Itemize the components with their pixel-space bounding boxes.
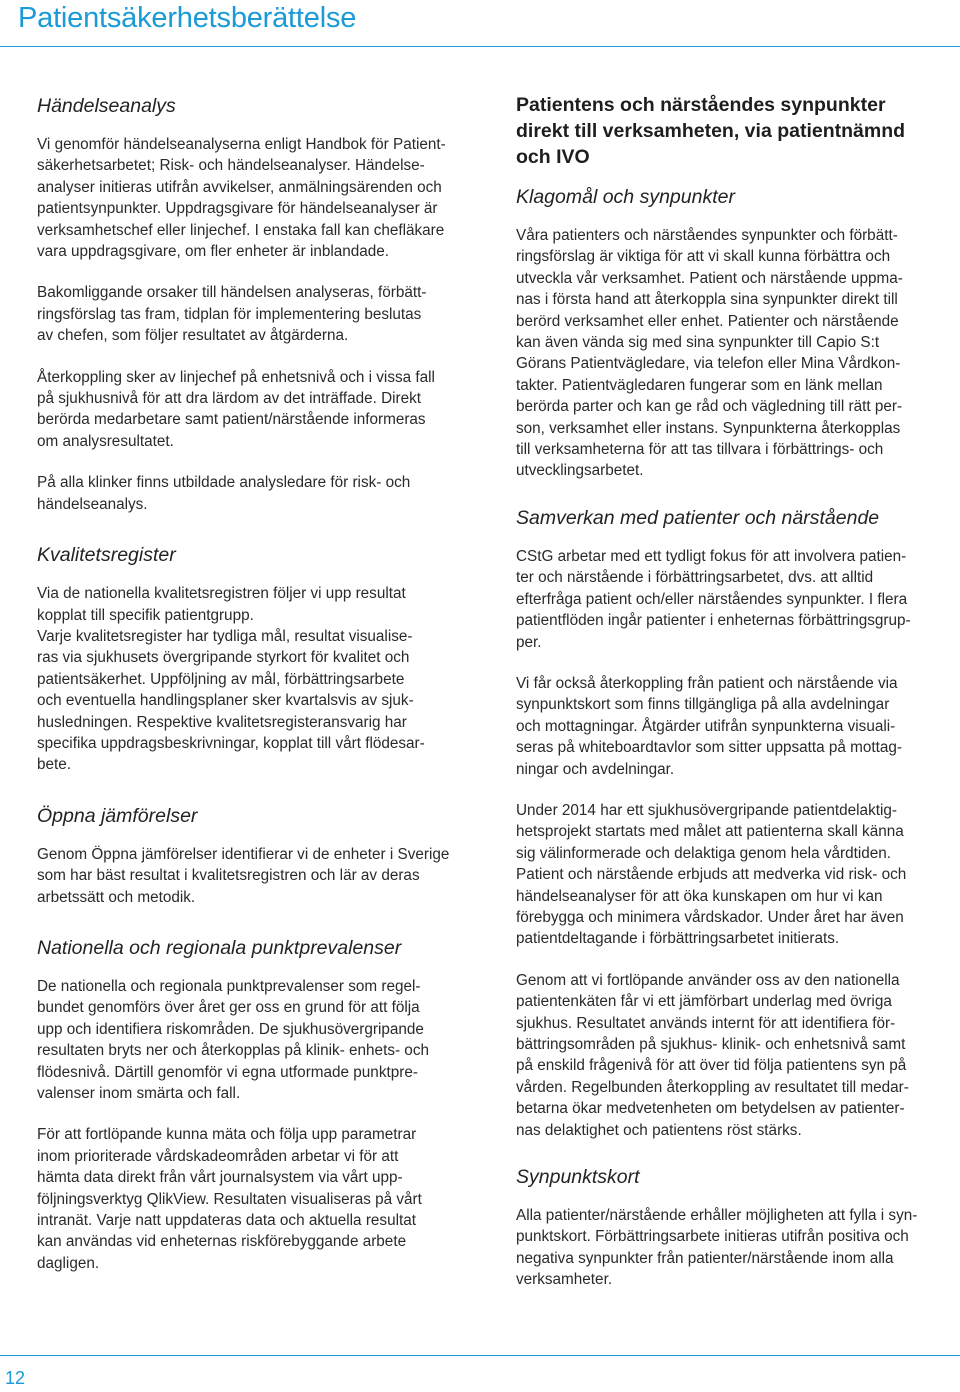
title-divider xyxy=(0,46,960,47)
heading-synpunktskort: Synpunktskort xyxy=(516,1166,640,1189)
paragraph: Återkoppling sker av linjechef på enhetsnivå och i vissa fall på sjukhusnivå för att dra lärdom av det inträffade. Direkt berörda medarbetare samt patient/närstående informeras om analysresultatet. xyxy=(37,368,435,450)
paragraph: Genom Öppna jämförelser identifierar vi de enheter i Sverige som har bäst resultat i kvalitetsregistren och lär av deras arbetssätt och metodik. xyxy=(37,845,450,906)
right-column xyxy=(516,92,958,1291)
paragraph: Under 2014 har ett sjukhusövergripande patientdelaktig- hetsprojekt startats med målet att patienterna skall känna sig välinformerade och delaktiga genom hela vårdtiden. Patient och närstående erbjuds att medverka vid risk- och händelseanalyser för att öka kunskapen om hur vi kan förebygga och minimera vårdskador. Under året har även patientdeltagande i förbättringsarbetet initierats. xyxy=(516,801,907,948)
heading-punktprevalenser: Nationella och regionala punktprevalenser xyxy=(37,936,402,959)
page-title: Patientsäkerhetsberättelse xyxy=(18,2,357,34)
paragraph: Vi får också återkoppling från patient och närstående via synpunktskort som finns tillgängliga på alla avdelningar och mottagningar. Åtgärder utifrån synpunkterna visuali- seras på whiteboardtavlor som sitter uppsatta på mottag- ningar och avdelningar. xyxy=(516,674,903,778)
left-column xyxy=(37,92,469,1274)
heading-samverkan: Samverkan med patienter och närstående xyxy=(516,506,880,529)
paragraph: CStG arbetar med ett tydligt fokus för att involvera patien- ter och närstående i förbättringsarbetet, dvs. att alltid efterfråga patient och/eller närståendes synpunkter. I flera patientflöden ingår patienter i enheternas förbättringsgrup- per. xyxy=(516,547,911,651)
heading-handelseanalys: Händelseanalys xyxy=(37,95,176,117)
page-number: 12 xyxy=(5,1368,26,1388)
paragraph: Bakomliggande orsaker till händelsen analyseras, förbätt- ringsförslag tas fram, tidplan för implementering beslutas av chefen, som följer resultatet av åtgärderna. xyxy=(37,284,427,345)
paragraph: Genom att vi fortlöpande använder oss av den nationella patientenkäten får vi ett jämförbart underlag med övriga sjukhus. Resultatet används internt för att identifiera för- bättringsområden på sjukhus- klinik- och enhetsnivå samt på enskild frågenivå för att över tid följa patientens syn på vården. Regelbunden återkoppling av resultatet till medar- betarna ökar medvetenheten om betydelsen av patienter- nas delaktighet och patientens röst stärks. xyxy=(516,971,909,1139)
paragraph: Via de nationella kvalitetsregistren följer vi upp resultat kopplat till specifik patientgrupp. Varje kvalitetsregister har tydliga mål, resultat visualise- ras via sjukhusets övergripande styrkort för kvalitet och patientsäkerhet. Uppföljning av mål, förbättringsarbete och eventuella handlingsplaner sker kvartalsvis av sjuk- husledningen. Respektive kvalitetsregisteransvarig har specifika uppdragsbeskrivningar, kopplat till vårt flödesar- bete. xyxy=(37,585,425,774)
footer-divider xyxy=(0,1355,960,1356)
paragraph: Vi genomför händelseanalyserna enligt Handbok för Patient- säkerhetsarbetet; Risk- och händelseanalyser. Händelse- analyser initieras utifrån avvikelser, anmälningsärenden och patientsynpunkter. Uppdragsgivare för händelseanalyser är verksamhetschef eller linjechef. I enstaka fall kan chefläkare vara uppdragsgivare, om fler enheter är inblandade. xyxy=(37,136,446,261)
heading-oppna-jamforelser: Öppna jämförelser xyxy=(37,804,198,827)
heading-kvalitetsregister: Kvalitetsregister xyxy=(37,544,176,567)
paragraph: Våra patienters och närståendes synpunkter och förbätt- ringsförslag är viktiga för att vi skall kunna förbättra och utveckla vår verksamhet. Patient och närstående uppma- nas i första hand att återkoppla sina synpunkter direkt till berörd verksamhet eller enhet. Patienter och närstående kan även vända sig med sina synpunkter till Capio S:t Görans Patientvägledare, via telefon eller Mina Vårdkon- takter. Patientvägledaren fungerar som en länk mellan berörda parter och kan ge råd och vägledning till rätt per- son, verksamhet eller instans. Synpunkterna återkopplas till verksamheterna för att tas tillvara i förbättrings- och utvecklingsarbetet. xyxy=(516,227,903,480)
heading-synpunkter-main: Patientens och närståendes synpunkter direkt till verksamheten, via patientnämnd och IVO xyxy=(516,94,906,168)
paragraph: På alla klinker finns utbildade analysledare för risk- och händelseanalys. xyxy=(37,474,411,513)
paragraph: Alla patienter/närstående erhåller möjligheten att fylla i syn- punktskort. Förbättringsarbete initieras utifrån positiva och negativa synpunkter från patienter/närstående inom alla verksamheter. xyxy=(516,1207,918,1289)
heading-klagomal: Klagomål och synpunkter xyxy=(516,186,735,208)
paragraph: De nationella och regionala punktprevalenser som regel- bundet genomförs över året ger oss en grund för att följa upp och identifiera riskområden. De sjukhusövergripande resultaten bryts ner och återkopplas på klinik- enhets- och flödesnivå. Därtill genomför vi egna utformade punktpre- valenser inom smärta och fall. xyxy=(37,977,429,1102)
paragraph: För att fortlöpande kunna mäta och följa upp parametrar inom prioriterade vårdskadeområden arbetar vi för att hämta data direkt från vårt journalsystem via vårt upp- följningsverktyg QlikView. Resultaten visualiseras på vårt intranät. Varje natt uppdateras data och aktuella resultat kan användas vid enheternas riskförebyggande arbete dagligen. xyxy=(37,1126,422,1272)
